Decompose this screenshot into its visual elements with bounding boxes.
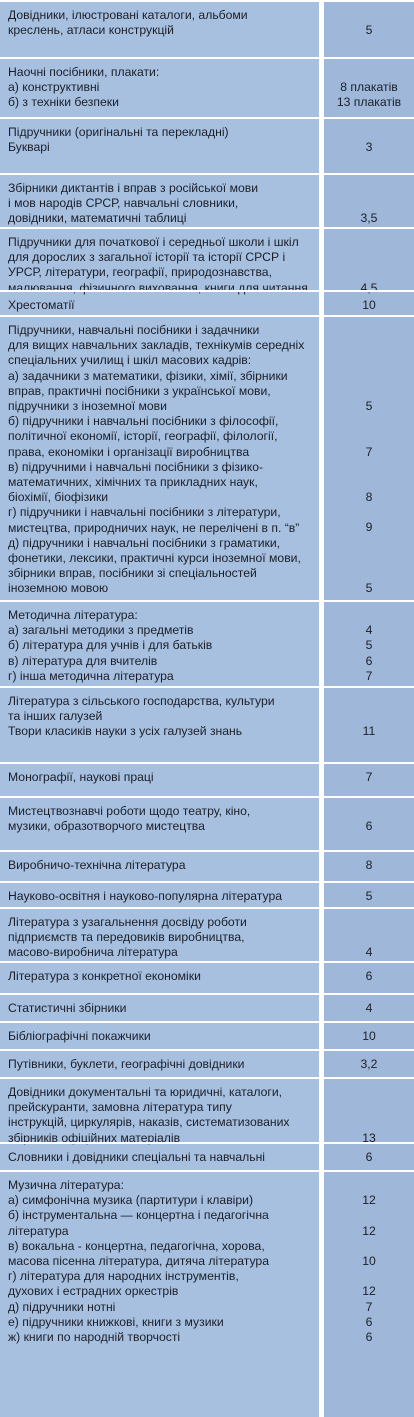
rate-value-line xyxy=(324,1085,414,1100)
rate-value-line: 12 xyxy=(362,1193,376,1208)
rate-value-line: 3 xyxy=(365,140,373,155)
rate-value-line: 8 xyxy=(365,490,373,505)
rate-value-line xyxy=(324,475,414,490)
category-line: г) інша методична література xyxy=(8,668,174,683)
category-line: б) підручники і навчальні посібники з філософії, xyxy=(8,414,279,429)
rate-value xyxy=(324,323,414,596)
rate-value-line: 3,2 xyxy=(360,1057,378,1071)
category-line: в) підручними і навчальні посібники з фізико- xyxy=(8,459,264,474)
rate-value-line: 7 xyxy=(365,770,373,784)
rate-value xyxy=(324,969,414,984)
rate-value-line xyxy=(324,235,414,250)
category-label xyxy=(8,298,314,313)
category-line: Література з конкретної економіки xyxy=(8,969,201,983)
category-line: д) підручники нотні xyxy=(8,1299,116,1314)
category-label xyxy=(8,1085,314,1146)
rate-value-line: 10 xyxy=(362,298,376,312)
category-line: підручники з іноземної мови xyxy=(8,399,167,414)
rate-value-line: 8 плакатів xyxy=(340,80,398,95)
rate-value-line: 10 xyxy=(362,1253,376,1268)
category-line: збірників офіційних матеріалів xyxy=(8,1130,181,1145)
category-label xyxy=(8,889,314,904)
category-line: Монографії, наукові праці xyxy=(8,770,154,784)
category-label xyxy=(8,915,314,961)
rate-value xyxy=(324,1085,414,1146)
table-row xyxy=(0,686,414,762)
table-row xyxy=(0,881,414,907)
rate-value-line xyxy=(324,1208,414,1223)
rate-value xyxy=(324,1057,414,1072)
category-line: Підручники для початкової і середньої школи і шкіл xyxy=(8,235,299,249)
rate-value-line xyxy=(324,384,414,399)
category-line: та інших галузей xyxy=(8,709,103,724)
rate-value-line: 4 xyxy=(365,945,373,960)
table-row xyxy=(0,762,414,796)
category-line: ж) книги по народній творчості xyxy=(8,1330,181,1345)
category-label xyxy=(8,8,314,38)
rate-value-line: 6 xyxy=(365,653,373,668)
category-label xyxy=(8,804,314,834)
category-line: г) література для народних інструментів, xyxy=(8,1269,239,1284)
rate-value-line: 13 плакатів xyxy=(336,95,402,110)
category-line: мистецтва, природничих наук, не перелічені в п. “в” xyxy=(8,520,300,535)
rate-value xyxy=(324,915,414,961)
table-row xyxy=(0,1049,414,1077)
rate-value xyxy=(324,608,414,684)
table-row xyxy=(0,600,414,686)
category-line: Науково-освітня і науково-популярна література xyxy=(8,889,283,903)
category-label xyxy=(8,1029,314,1044)
category-line: Література з сільського господарства, культури xyxy=(8,694,275,708)
rate-value-line: 4,5 xyxy=(360,280,378,295)
rate-value-line: 3,5 xyxy=(360,211,378,226)
category-line: малювання, фізичного виховання, книги для читання xyxy=(8,280,308,295)
rate-value-line: 6 xyxy=(365,1150,373,1164)
rate-value-line xyxy=(324,265,414,280)
rate-value-line xyxy=(324,125,414,140)
rate-value-line xyxy=(324,429,414,444)
rate-value-line xyxy=(324,804,414,819)
rate-value-line: 4 xyxy=(365,623,373,638)
table-row xyxy=(0,315,414,600)
rate-value-line: 5 xyxy=(365,581,373,596)
table-row xyxy=(0,796,414,850)
rate-value xyxy=(324,181,414,227)
category-line: Путівники, буклети, географічні довідники xyxy=(8,1057,245,1071)
rate-value-line: 11 xyxy=(362,724,376,739)
table-row xyxy=(0,1077,414,1145)
category-line: Підручники, навчальні посібники і задачники xyxy=(8,323,260,337)
rate-value-line xyxy=(324,1269,414,1284)
table-row xyxy=(0,57,414,117)
table-row xyxy=(0,290,414,315)
category-line: для вищих навчальних закладів, технікумів середніх xyxy=(8,338,305,353)
category-line: довідники, математичні таблиці xyxy=(8,211,187,226)
rate-value-line xyxy=(324,505,414,520)
category-label xyxy=(8,1178,314,1345)
category-line: д) підручники і навчальні посібники з граматики, xyxy=(8,535,281,550)
category-line: політичної економії, історії, географії, філології, xyxy=(8,429,278,444)
category-line: е) підручники книжкові, книги з музики xyxy=(8,1314,224,1329)
rate-value-line xyxy=(324,8,414,23)
category-line: Література з узагальнення досвіду роботи xyxy=(8,915,247,929)
rate-value xyxy=(324,1150,414,1165)
category-line: а) загальні методики з предметів xyxy=(8,623,194,638)
rate-value-line: 7 xyxy=(365,1299,373,1314)
rate-value-line: 10 xyxy=(362,1029,376,1043)
category-label xyxy=(8,1150,314,1165)
category-line: Довідники, ілюстровані каталоги, альбоми xyxy=(8,8,248,22)
rate-value xyxy=(324,298,414,313)
category-line: креслень, атласи конструкцій xyxy=(8,23,174,38)
rate-value-line xyxy=(324,1178,414,1193)
category-line: Виробничо-технічна література xyxy=(8,858,186,872)
category-line: в) література для вчителів xyxy=(8,653,158,668)
rate-value-line xyxy=(324,1115,414,1130)
category-line: музики, образотворчого мистецтва xyxy=(8,819,205,834)
category-line: в) вокальна - концертна, педагогічна, хорова, xyxy=(8,1238,265,1253)
table-row xyxy=(0,1170,414,1417)
category-line: Бібліографічні покажчики xyxy=(8,1029,151,1043)
rate-value-line xyxy=(324,369,414,384)
rate-value-line xyxy=(324,353,414,368)
rate-value-line: 6 xyxy=(365,1329,373,1344)
rate-value xyxy=(324,1178,414,1345)
rate-value-line: 5 xyxy=(365,398,373,413)
table-row xyxy=(0,173,414,227)
rate-value-line: 7 xyxy=(365,444,373,459)
category-line: а) задачники з математики, фізики, хімії, збірники xyxy=(8,368,288,383)
rate-value-line: 4 xyxy=(365,1001,373,1015)
category-line: УРСР, літератури, географії, природознавства, xyxy=(8,265,272,280)
rate-value-line xyxy=(324,414,414,429)
category-label xyxy=(8,1001,314,1016)
category-line: Підручники (оригінальні та перекладні) xyxy=(8,125,229,139)
rate-value-line xyxy=(324,1239,414,1254)
table-row xyxy=(0,227,414,295)
category-label xyxy=(8,125,314,155)
category-line: Статистичні збірники xyxy=(8,1001,127,1015)
category-line: Словники і довідники спеціальні та навчальні xyxy=(8,1150,266,1164)
category-label xyxy=(8,969,314,984)
table-row xyxy=(0,0,414,57)
rate-value-line: 5 xyxy=(365,889,373,903)
rate-value-line xyxy=(324,536,414,551)
rate-value xyxy=(324,858,414,873)
category-line: спеціальних училищ і шкіл масових кадрів: xyxy=(8,353,252,368)
rate-value-line xyxy=(324,709,414,724)
category-label xyxy=(8,235,314,296)
category-line: а) симфонічна музика (партитури і клавіри) xyxy=(8,1193,254,1208)
table-row xyxy=(0,850,414,881)
category-line: б) інструментальна — концертна і педагогічна xyxy=(8,1208,269,1223)
category-line: для дорослих з загальної історії та історії СРСР і xyxy=(8,250,286,265)
category-line: вправ, практичні посібники з української мови, xyxy=(8,383,271,398)
rate-value-line xyxy=(324,608,414,623)
category-line: література xyxy=(8,1223,69,1238)
category-line: фонетики, лексики, практичні курси іноземної мови, xyxy=(8,551,301,566)
category-label xyxy=(8,323,314,597)
category-line: б) з техніки безпеки xyxy=(8,95,119,110)
rate-value-line xyxy=(324,323,414,338)
category-line: підприємств та передовиків виробництва, xyxy=(8,930,245,945)
category-label xyxy=(8,858,314,873)
rate-value xyxy=(324,65,414,111)
rate-value xyxy=(324,235,414,296)
category-label xyxy=(8,65,314,111)
category-line: прейскуранти, замовна література типу xyxy=(8,1100,232,1115)
rate-value xyxy=(324,770,414,785)
category-label xyxy=(8,1057,314,1072)
category-line: права, економіки і організації виробництва xyxy=(8,444,250,459)
category-line: Букварі xyxy=(8,140,50,155)
category-line: Твори класиків науки з усіх галузей знань xyxy=(8,724,243,739)
rate-value-line: 9 xyxy=(365,520,373,535)
table-row xyxy=(0,1021,414,1049)
table-row xyxy=(0,993,414,1021)
rate-value-line: 13 xyxy=(362,1130,376,1145)
category-line: математичних, хімічних та прикладних наук, xyxy=(8,475,258,490)
table-row xyxy=(0,117,414,173)
rate-value-line xyxy=(324,460,414,475)
rate-value xyxy=(324,1029,414,1044)
rate-value-line: 12 xyxy=(362,1284,376,1299)
category-label xyxy=(8,608,314,684)
rate-value-line: 12 xyxy=(362,1223,376,1238)
category-line: Довідники документальні та юридичні, каталоги, xyxy=(8,1085,283,1099)
rate-value xyxy=(324,1001,414,1016)
category-line: г) підручники і навчальні посібники з літератури, xyxy=(8,505,281,520)
table-row xyxy=(0,961,414,993)
rate-value-line xyxy=(324,181,414,196)
rate-value-line: 6 xyxy=(365,969,373,983)
rate-value-line xyxy=(324,930,414,945)
category-line: Хрестоматії xyxy=(8,298,75,312)
category-label xyxy=(8,181,314,227)
category-line: інструкцій, циркулярів, наказів, систематизованих xyxy=(8,1115,290,1130)
rate-value-line xyxy=(324,65,414,80)
category-line: іноземною мовою xyxy=(8,581,109,596)
category-line: Методична література: xyxy=(8,608,138,622)
rate-value-line: 6 xyxy=(365,819,373,834)
category-line: масово-виробнича література xyxy=(8,945,178,960)
rate-value-line xyxy=(324,250,414,265)
rate-value-line xyxy=(324,915,414,930)
rate-value xyxy=(324,8,414,38)
category-line: збірники вправ, посібники зі спеціальностей xyxy=(8,566,257,581)
category-line: б) література для учнів і для батьків xyxy=(8,638,213,653)
rate-value-line: 5 xyxy=(365,23,373,38)
rate-value-line: 5 xyxy=(365,638,373,653)
category-label xyxy=(8,694,314,740)
category-line: Мистецтвознавчі роботи щодо театру, кіно, xyxy=(8,804,251,818)
rate-value-line xyxy=(324,338,414,353)
rate-value-line xyxy=(324,1100,414,1115)
rate-value xyxy=(324,804,414,834)
category-line: біохімії, біофізики xyxy=(8,490,109,505)
category-line: Збірники диктантів і вправ з російської мови xyxy=(8,181,259,195)
table-row xyxy=(0,1142,414,1170)
category-line: і мов народів СРСР, навчальні словники, xyxy=(8,196,239,211)
rate-value xyxy=(324,889,414,904)
rate-value-line xyxy=(324,566,414,581)
rate-value xyxy=(324,125,414,155)
rate-value-line xyxy=(324,694,414,709)
rate-value-line xyxy=(324,196,414,211)
category-line: а) конструктивні xyxy=(8,80,100,95)
rate-value xyxy=(324,694,414,740)
rate-value-line: 8 xyxy=(365,858,373,872)
table-row xyxy=(0,907,414,961)
category-line: масова пісенна література, дитяча література xyxy=(8,1254,269,1269)
category-line: Наочні посібники, плакати: xyxy=(8,65,160,79)
rate-value-line xyxy=(324,551,414,566)
category-label xyxy=(8,770,314,785)
category-line: духових і естрадних оркестрів xyxy=(8,1284,179,1299)
rate-value-line: 7 xyxy=(365,668,373,683)
rate-value-line: 6 xyxy=(365,1314,373,1329)
category-line: Музична література: xyxy=(8,1178,124,1192)
